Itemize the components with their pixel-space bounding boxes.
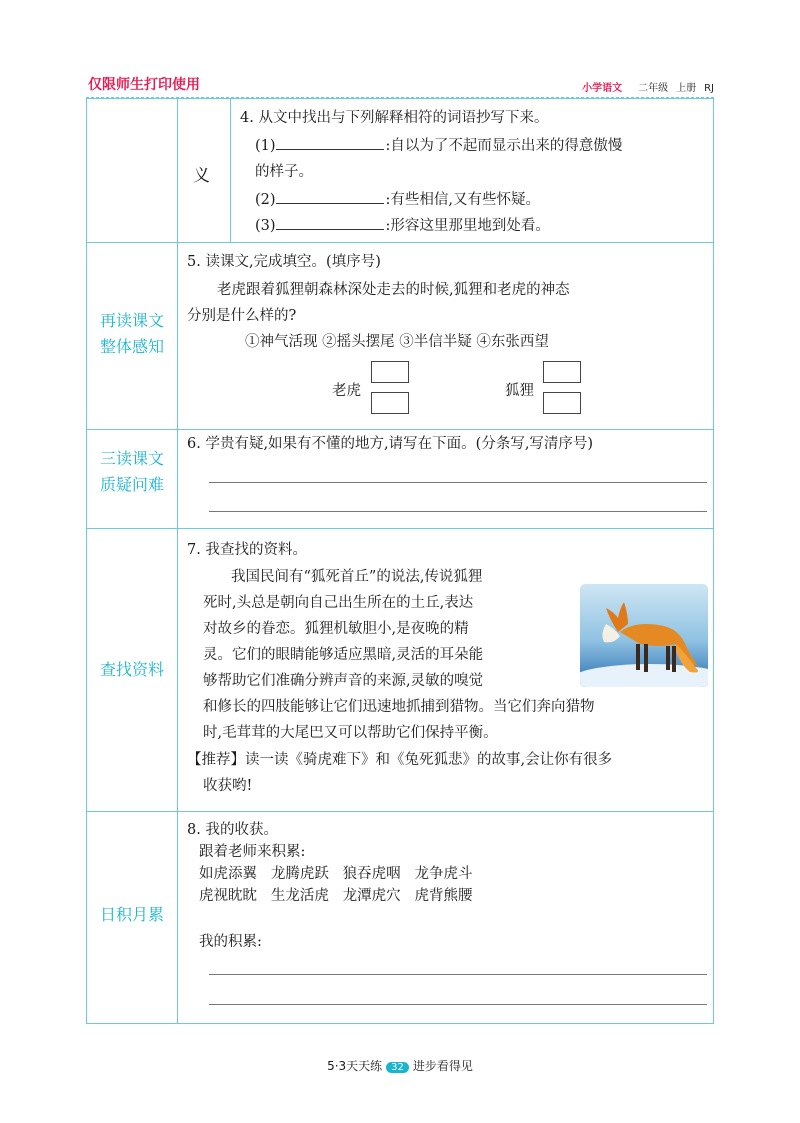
section-label-reread (87, 308, 177, 360)
q7-line: 收获哟! (203, 778, 253, 794)
q4-item-3 (255, 213, 550, 239)
row-divider (87, 528, 713, 529)
q7-line: 够帮助它们准确分辨声音的来源,灵敏的嗅觉 (203, 673, 484, 689)
q7-title: 7. 我查找的资料。 (187, 542, 307, 558)
volume-label: 上册 (676, 83, 697, 94)
book-info (574, 79, 714, 94)
sub-column-divider (230, 99, 231, 242)
q4-item-3-num: (3) (255, 218, 276, 234)
q4-item-1-text: :自以为了不起而显示出来的得意傲慢 (385, 138, 623, 154)
row-divider (87, 811, 713, 812)
idiom-row: 如虎添翼 龙腾虎跃 狼吞虎咽 龙争虎斗 (199, 866, 473, 882)
page-number: 32 (386, 1062, 409, 1073)
q4-item-2-num: (2) (255, 192, 276, 208)
print-notice: 仅限师生打印使用 (88, 77, 200, 93)
q7-line: 我国民间有“狐死首丘”的说法,传说狐狸 (231, 569, 483, 585)
q4-item-1-cont: 的样子。 (255, 164, 313, 180)
q4-item-3-text: :形容这里那里地到处看。 (385, 218, 550, 234)
tiger-label: 老虎 (332, 383, 361, 399)
q6-title: 6. 学贵有疑,如果有不懂的地方,请写在下面。(分条写,写清序号) (187, 436, 594, 452)
section-label-accumulate: 日积月累 (99, 905, 164, 924)
subject-label: 小学语文 (582, 83, 623, 94)
writing-line[interactable] (209, 1004, 707, 1005)
q4-item-2-text: :有些相信,又有些怀疑。 (385, 192, 541, 208)
q7-line: 对故乡的眷恋。狐狸机敏胆小,是夜晚的精 (203, 621, 469, 637)
my-accumulation: 我的积累: (199, 934, 262, 950)
tiger-answer-box[interactable] (371, 392, 409, 414)
section-label-research: 查找资料 (99, 660, 164, 679)
column-divider (177, 99, 178, 1023)
label-line: 再读课文 (99, 311, 164, 330)
writing-line[interactable] (209, 511, 707, 512)
fox-answer-box[interactable] (543, 392, 581, 414)
q7-line: 灵。它们的眼睛能够适应黑暗,灵活的耳朵能 (203, 647, 484, 663)
q5-para-line1: 老虎跟着狐狸朝森林深处走去的时候,狐狸和老虎的神态 (217, 282, 570, 298)
fox-answer-box[interactable] (543, 361, 581, 383)
q4-item-1 (255, 133, 622, 159)
section-label-question (87, 446, 177, 498)
idiom-row: 虎视眈眈 生龙活虎 龙潭虎穴 虎背熊腰 (199, 888, 473, 904)
q7-line: 【推荐】读一读《骑虎难下》和《兔死狐悲》的故事,会让你有很多 (187, 752, 613, 768)
footer-slogan: 进步看得见 (412, 1059, 473, 1073)
label-line: 整体感知 (99, 337, 164, 356)
q5-para-line2: 分别是什么样的? (187, 308, 297, 324)
q4-item-1-blank[interactable] (276, 133, 384, 150)
row-divider (87, 242, 713, 243)
q4-item-1-num: (1) (255, 138, 276, 154)
q5-options: ①神气活现 ②摇头摆尾 ③半信半疑 ④东张西望 (245, 334, 549, 350)
q8-title: 8. 我的收获。 (187, 822, 278, 838)
footer-brand: 5·3天天练 (327, 1059, 383, 1073)
q8-sub: 跟着老师来积累: (199, 844, 306, 860)
fox-label: 狐狸 (505, 383, 534, 399)
worksheet-table (86, 98, 714, 1024)
fox-photo (580, 584, 708, 687)
label-line: 质疑问难 (99, 475, 164, 494)
tiger-answer-box[interactable] (371, 361, 409, 383)
q4-item-3-blank[interactable] (276, 213, 384, 230)
q7-line: 和修长的四肢能够让它们迅速地抓捕到猎物。当它们奔向猎物 (203, 699, 595, 715)
label-line: 三读课文 (99, 449, 164, 468)
writing-line[interactable] (209, 974, 707, 975)
row-divider (87, 429, 713, 430)
q5-title: 5. 读课文,完成填空。(填序号) (187, 254, 381, 270)
grade-label: 二年级 (638, 83, 669, 94)
side-char: 义 (193, 166, 210, 186)
q7-line: 时,毛茸茸的大尾巴又可以帮助它们保持平衡。 (203, 725, 498, 741)
q7-line: 死时,头总是朝向自己出生所在的土丘,表达 (203, 595, 474, 611)
writing-line[interactable] (209, 482, 707, 483)
edition-label: RJ (704, 83, 714, 94)
q4-item-2-blank[interactable] (276, 187, 384, 204)
q4-title: 4. 从文中找出与下列解释相符的词语抄写下来。 (240, 110, 549, 126)
page-footer (0, 1057, 800, 1074)
q4-item-2 (255, 187, 540, 213)
